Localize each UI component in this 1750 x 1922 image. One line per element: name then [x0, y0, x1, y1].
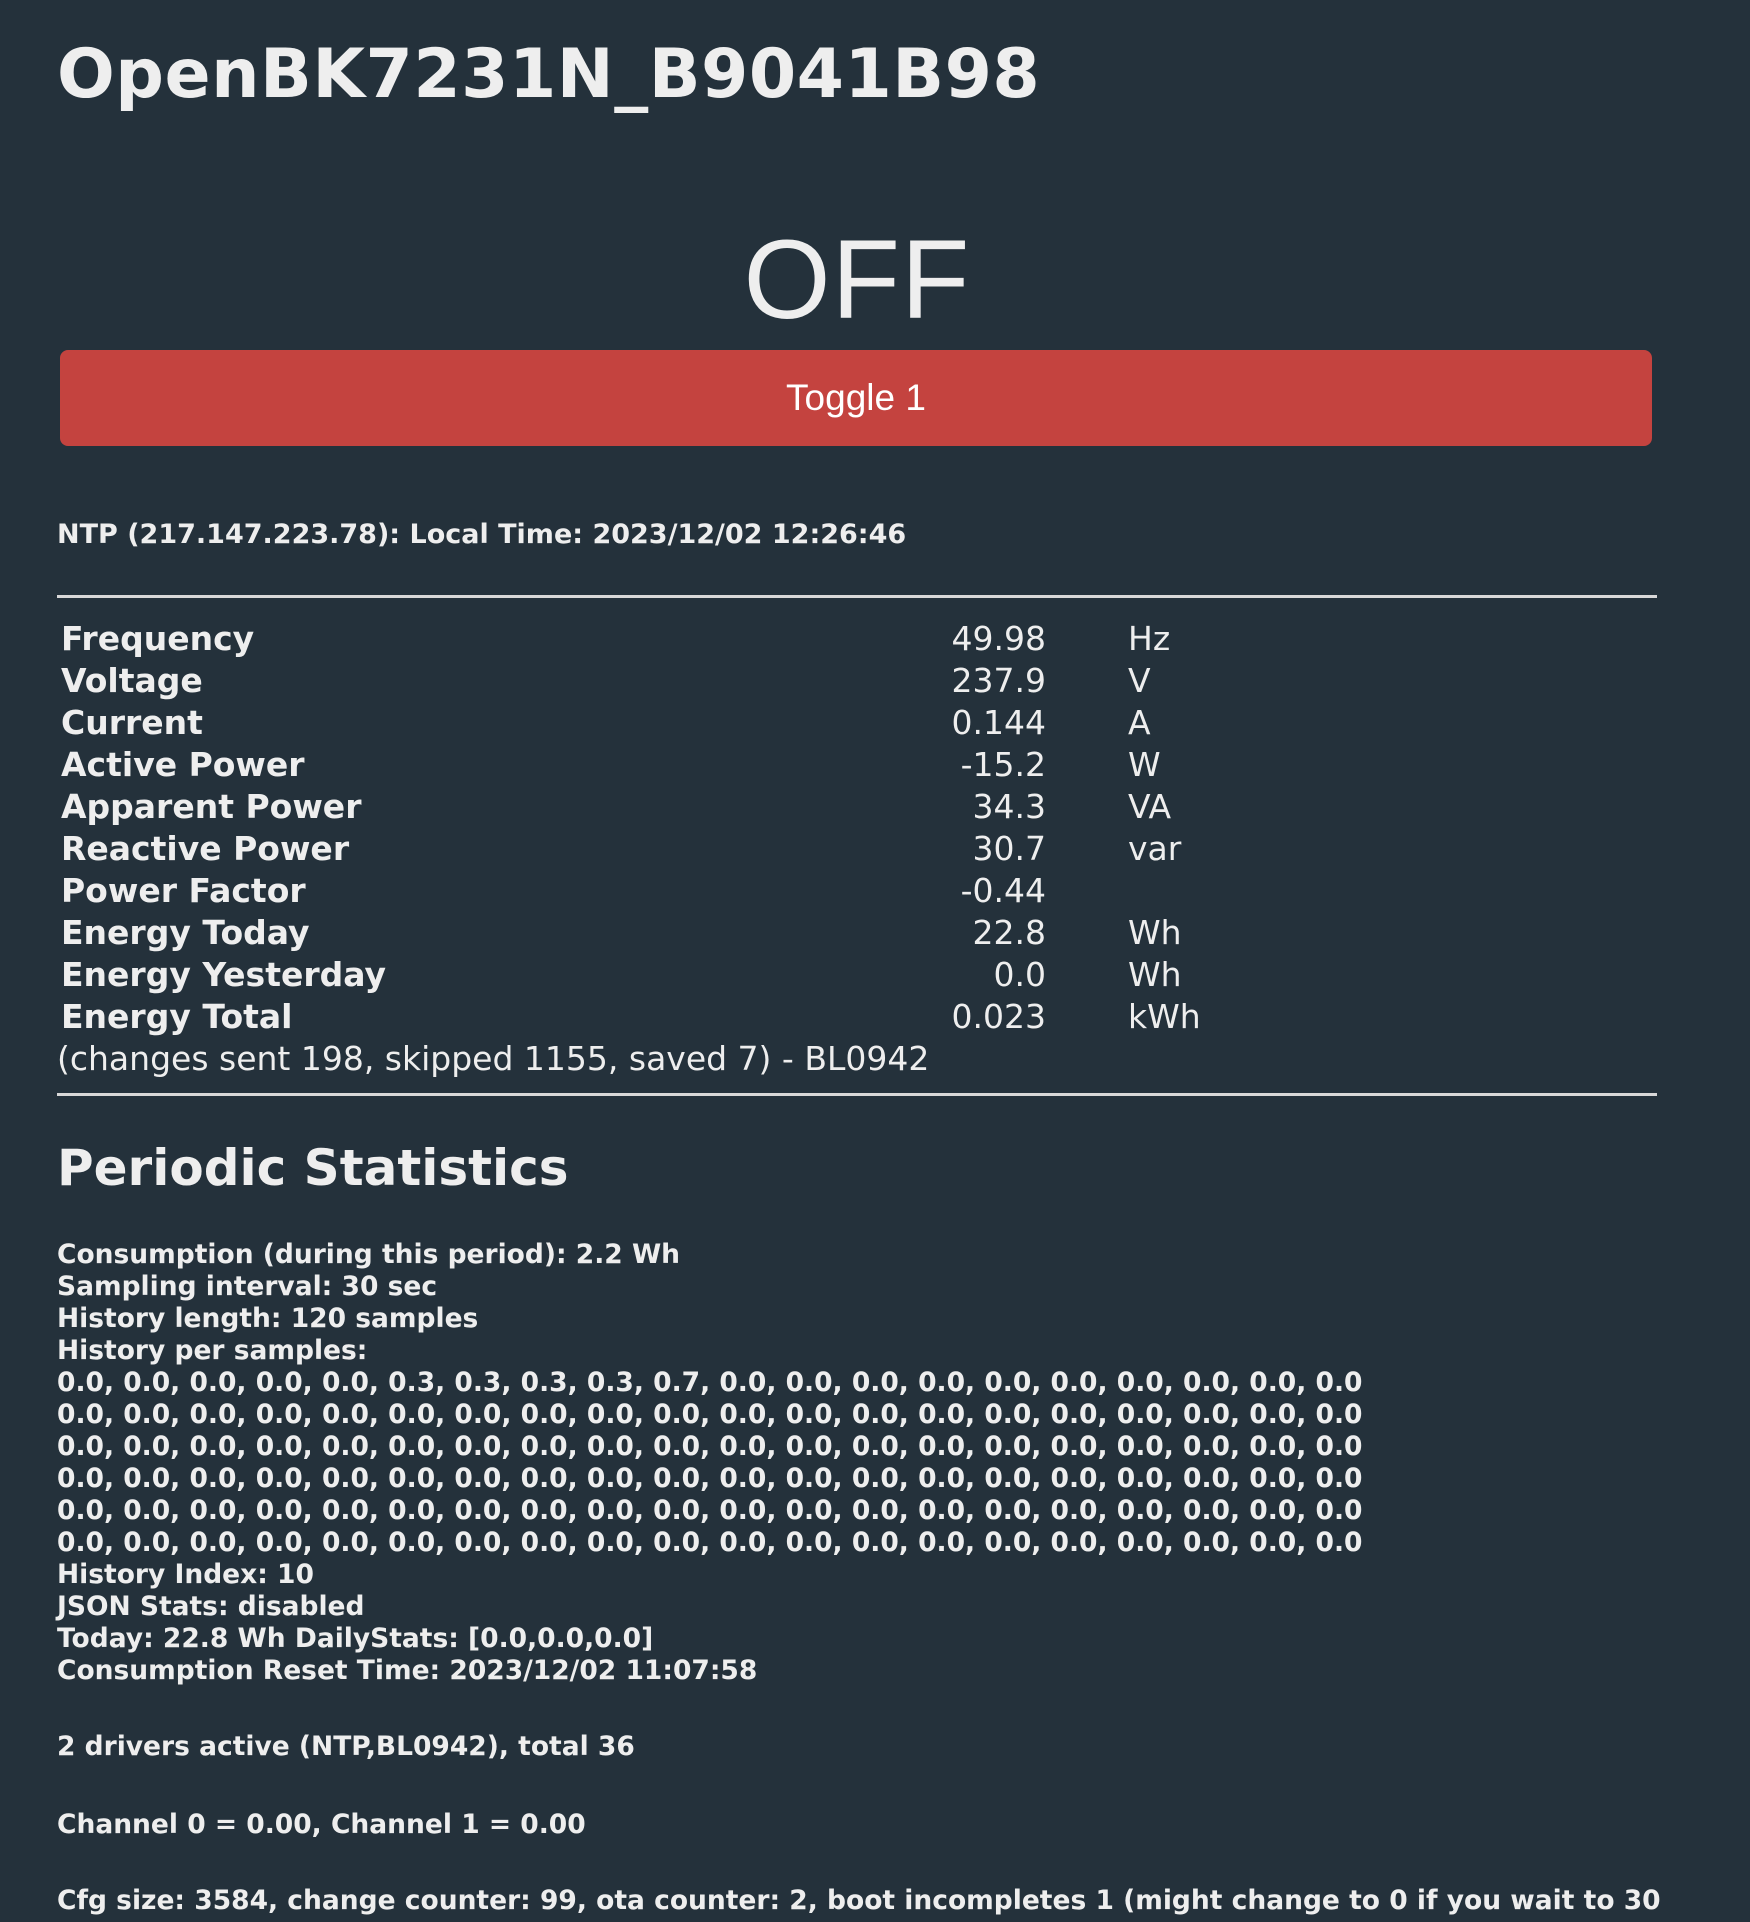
energy-value: 0.144: [951, 703, 1046, 742]
history-samples-row: 0.0, 0.0, 0.0, 0.0, 0.0, 0.3, 0.3, 0.3, 0.3, 0.7, 0.0, 0.0, 0.0, 0.0, 0.0, 0.0, 0.0, 0.0, 0.0, 0.0: [57, 1367, 1363, 1398]
changes-summary: (changes sent 198, skipped 1155, saved 7) - BL0942: [57, 1039, 930, 1078]
stat-json-stats: JSON Stats: disabled: [57, 1591, 365, 1622]
energy-value: 34.3: [972, 787, 1046, 826]
energy-unit: Wh: [1128, 955, 1182, 994]
energy-label: Current: [61, 703, 203, 742]
toggle-1-button[interactable]: Toggle 1: [60, 350, 1652, 446]
energy-label: Frequency: [61, 619, 255, 658]
stat-history-per-samples: History per samples:: [57, 1335, 368, 1366]
device-title: OpenBK7231N_B9041B98: [57, 35, 1041, 114]
divider-bottom: [57, 1093, 1657, 1096]
energy-value: 0.0: [993, 955, 1046, 994]
energy-value: 22.8: [972, 913, 1046, 952]
stat-sampling-interval: Sampling interval: 30 sec: [57, 1271, 438, 1302]
energy-row-current: [61, 702, 1661, 744]
history-samples-row: 0.0, 0.0, 0.0, 0.0, 0.0, 0.0, 0.0, 0.0, 0.0, 0.0, 0.0, 0.0, 0.0, 0.0, 0.0, 0.0, 0.0, 0.0, 0.0, 0.0: [57, 1399, 1363, 1430]
stat-consumption-period: Consumption (during this period): 2.2 Wh: [57, 1239, 681, 1270]
energy-label: Energy Yesterday: [61, 955, 387, 994]
energy-row-active-power: [61, 744, 1661, 786]
energy-row-apparent-power: [61, 786, 1661, 828]
energy-row-frequency: [61, 618, 1661, 660]
drivers-active: 2 drivers active (NTP,BL0942), total 36: [57, 1731, 635, 1762]
channel-values: Channel 0 = 0.00, Channel 1 = 0.00: [57, 1809, 586, 1840]
energy-row-reactive-power: [61, 828, 1661, 870]
energy-label: Reactive Power: [61, 829, 350, 868]
energy-unit: var: [1128, 829, 1182, 868]
energy-row-energy-total: [61, 996, 1661, 1038]
periodic-statistics-heading: Periodic Statistics: [57, 1139, 569, 1197]
energy-label: Power Factor: [61, 871, 306, 910]
energy-label: Energy Today: [61, 913, 310, 952]
energy-label: Apparent Power: [61, 787, 362, 826]
stat-consumption-reset-time: Consumption Reset Time: 2023/12/02 11:07:58: [57, 1655, 758, 1686]
history-samples-row: 0.0, 0.0, 0.0, 0.0, 0.0, 0.0, 0.0, 0.0, 0.0, 0.0, 0.0, 0.0, 0.0, 0.0, 0.0, 0.0, 0.0, 0.0, 0.0, 0.0: [57, 1527, 1363, 1558]
energy-unit: VA: [1128, 787, 1172, 826]
energy-row-voltage: [61, 660, 1661, 702]
energy-row-energy-today: [61, 912, 1661, 954]
power-state: OFF: [743, 217, 971, 342]
energy-value: -15.2: [960, 745, 1046, 784]
energy-unit: Wh: [1128, 913, 1182, 952]
energy-value: 237.9: [951, 661, 1046, 700]
stat-today-daily: Today: 22.8 Wh DailyStats: [0.0,0.0,0.0]: [57, 1623, 654, 1654]
energy-row-power-factor: [61, 870, 1661, 912]
energy-label: Active Power: [61, 745, 305, 784]
energy-table: [61, 618, 1661, 1038]
energy-unit: A: [1128, 703, 1151, 742]
history-samples-row: 0.0, 0.0, 0.0, 0.0, 0.0, 0.0, 0.0, 0.0, 0.0, 0.0, 0.0, 0.0, 0.0, 0.0, 0.0, 0.0, 0.0, 0.0, 0.0, 0.0: [57, 1431, 1363, 1462]
energy-value: 30.7: [972, 829, 1046, 868]
energy-value: 49.98: [951, 619, 1046, 658]
energy-label: Voltage: [61, 661, 203, 700]
periodic-statistics: [57, 1239, 1362, 1687]
energy-row-energy-yesterday: [61, 954, 1661, 996]
energy-value: 0.023: [951, 997, 1046, 1036]
ntp-local-time: NTP (217.147.223.78): Local Time: 2023/12/02 12:26:46: [57, 519, 907, 550]
energy-label: Energy Total: [61, 997, 293, 1036]
divider-top: [57, 595, 1657, 598]
energy-unit: kWh: [1128, 997, 1201, 1036]
energy-unit: Hz: [1128, 619, 1171, 658]
energy-unit: V: [1128, 661, 1151, 700]
cfg-info: Cfg size: 3584, change counter: 99, ota counter: 2, boot incompletes 1 (might change to 0 if you wait to 30: [57, 1885, 1661, 1916]
history-samples-row: 0.0, 0.0, 0.0, 0.0, 0.0, 0.0, 0.0, 0.0, 0.0, 0.0, 0.0, 0.0, 0.0, 0.0, 0.0, 0.0, 0.0, 0.0, 0.0, 0.0: [57, 1463, 1363, 1494]
energy-unit: W: [1128, 745, 1161, 784]
stat-history-index: History Index: 10: [57, 1559, 314, 1590]
history-samples-row: 0.0, 0.0, 0.0, 0.0, 0.0, 0.0, 0.0, 0.0, 0.0, 0.0, 0.0, 0.0, 0.0, 0.0, 0.0, 0.0, 0.0, 0.0, 0.0, 0.0: [57, 1495, 1363, 1526]
energy-value: -0.44: [960, 871, 1046, 910]
stat-history-length: History length: 120 samples: [57, 1303, 479, 1334]
